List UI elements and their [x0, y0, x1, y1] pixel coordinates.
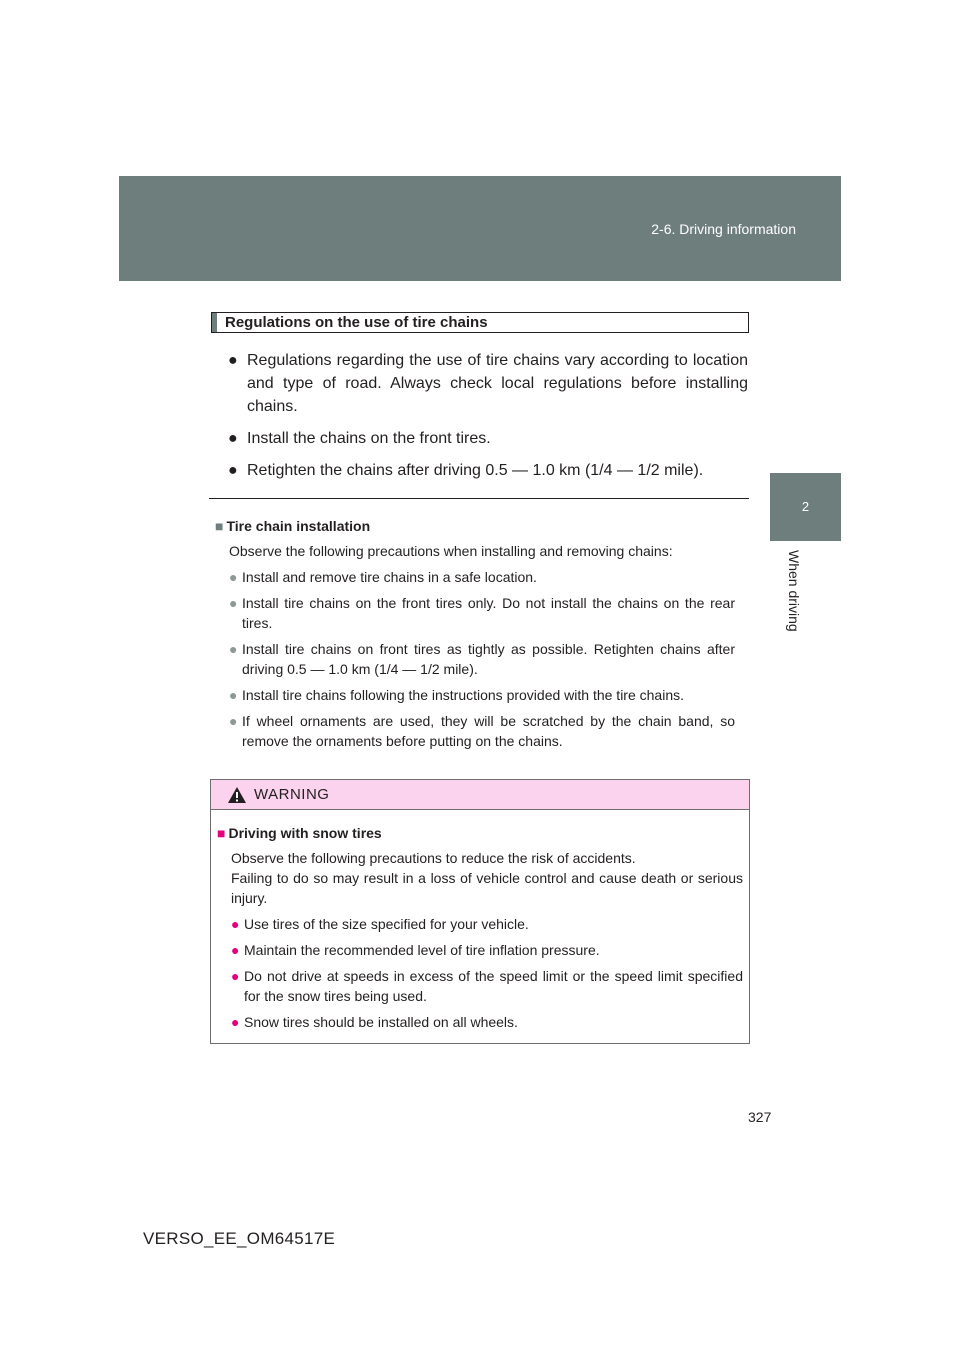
bullet-icon: ● [231, 916, 240, 932]
list-item: ● Do not drive at speeds in excess of the speed limit or the speed limit specified for the snow tires being used. [231, 968, 743, 1004]
list-item: ● Maintain the recommended level of tire inflation pressure. [231, 942, 600, 958]
bullet-icon: ● [229, 687, 238, 703]
list-item: ● Use tires of the size specified for your vehicle. [231, 916, 529, 932]
section-label: 2-6. Driving information [651, 221, 796, 237]
warning-box [210, 779, 750, 1044]
chapter-number: 2 [801, 499, 810, 514]
section-divider [209, 498, 749, 499]
regulations-title: Regulations on the use of tire chains [225, 314, 488, 331]
chapter-tab [770, 473, 841, 541]
list-item: ● If wheel ornaments are used, they will be scratched by the chain band, so remove the ornaments before putting on the chains. [229, 713, 735, 749]
installation-section [215, 516, 735, 751]
list-item: ● Install and remove tire chains in a safe location. [229, 569, 537, 585]
warning-body [211, 810, 749, 1032]
header-band [119, 176, 841, 281]
bullet-icon: ● [228, 430, 238, 447]
document-code: VERSO_EE_OM64517E [143, 1229, 336, 1248]
chapter-caption: When driving [786, 550, 802, 632]
list-item: ● Install the chains on the front tires. [228, 427, 748, 450]
list-item: ● Snow tires should be installed on all wheels. [231, 1014, 518, 1030]
bullet-icon: ● [231, 968, 240, 984]
list-item: ● Install tire chains following the instructions provided with the tire chains. [229, 687, 684, 703]
bullet-icon: ● [229, 569, 238, 585]
bullet-icon: ● [231, 942, 240, 958]
list-item: ● Retighten the chains after driving 0.5 — 1.0 km (1/4 — 1/2 mile). [228, 459, 748, 482]
installation-heading: ■ Tire chain installation [215, 518, 371, 534]
list-item: ● Install tire chains on the front tires only. Do not install the chains on the rear tires. [229, 595, 735, 631]
bullet-icon: ● [229, 713, 238, 729]
warning-triangle-icon [227, 786, 247, 804]
bullet-icon: ● [228, 462, 238, 479]
square-bullet-icon: ■ [217, 825, 226, 841]
square-bullet-icon: ■ [215, 518, 224, 534]
regulations-list [228, 349, 748, 491]
bullet-icon: ● [229, 641, 238, 657]
bullet-icon: ● [229, 595, 238, 611]
list-item: ● Regulations regarding the use of tire chains vary according to location and type of road. Always check local regulations before installing chains. [228, 349, 748, 418]
installation-intro: Observe the following precautions when installing and removing chains: [229, 543, 673, 559]
warning-intro: Observe the following precautions to reduce the risk of accidents. Failing to do so may result in a loss of vehicle control and cause death or serious injury. [231, 850, 743, 906]
warning-heading: ■ Driving with snow tires [217, 825, 382, 841]
regulations-title-box [211, 312, 749, 333]
warning-bar [211, 780, 749, 810]
page-number: 327 [748, 1109, 772, 1125]
bullet-icon: ● [228, 352, 238, 369]
warning-label: WARNING [254, 786, 330, 803]
bullet-icon: ● [231, 1014, 240, 1030]
list-item: ● Install tire chains on front tires as tightly as possible. Retighten chains after driving 0.5 — 1.0 km (1/4 — 1/2 mile). [229, 641, 735, 677]
